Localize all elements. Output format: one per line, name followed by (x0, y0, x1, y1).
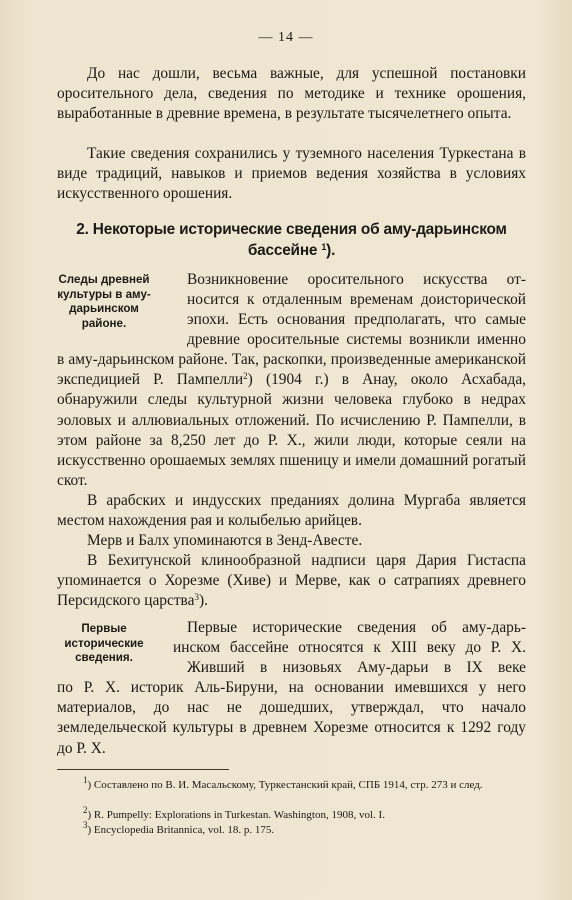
text-line: Первые исторические сведения об аму-дарь- (187, 619, 526, 636)
footnote-mark: 2 (83, 805, 88, 815)
footnote-2 (57, 805, 526, 823)
footnote-1 (57, 775, 526, 793)
text-line: эпохи. Есть основания предполагать, что самые (187, 311, 526, 328)
text-line: Возникновение оросительного искусства от- (187, 271, 526, 288)
footnote-text: ) Составлено по В. И. Масальскому, Туркестанский край, СПБ 1914, стр. 273 и след. (87, 779, 483, 791)
text-line: древние оросительные системы возникли именно (187, 331, 526, 348)
footnote-ref-1: 1 (321, 242, 327, 252)
intro-paragraph-2: Такие сведения сохранились у туземного населения Туркестана в виде традиций, навыков и приемов ведения хозяйства в условиях искусственного орошения. (57, 145, 526, 203)
intro-paragraph-1: До нас дошли, весьма важные, для успешной постановки оросительного дела, сведения по методике и технике орошения, выработанные в древние времена, в результате тысячелетнего опыта. (57, 65, 526, 123)
footnote-mark: 3 (83, 820, 88, 830)
footnote-text: ) Encyclopedia Britannica, vol. 18. p. 175. (87, 824, 275, 836)
paragraph-text: ). (198, 592, 208, 610)
margin-note-ancient-culture: Следы древней культуры в аму-дарьинском районе. (57, 273, 151, 330)
paragraph-text: ) (1904 г.) в Анау, около Асхабада, обнаружили следы культурной жизни человека глубоко в недрах эоловых и аллювиальных отложений. По исчислению Р. Пампелли, в этом районе за 8,250 лет до Р. Х., жили люди, которые сеяли на искусственно орошаемых землях пшеницу и имели домашний рогатый скот. (57, 371, 527, 490)
text-line: Живший в низовьях Аму-дарьи в IX веке (187, 659, 526, 676)
page-number: — 14 — (258, 30, 314, 45)
paragraph-murgab: В арабских и индусских преданиях долина Мургаба является местом нахождения рая и колыбелью арийцев. (57, 492, 526, 530)
footnote-divider (57, 769, 229, 770)
paragraph-excavations (57, 350, 526, 491)
text-line: инском бассейне относятся к XIII веку до Р. Х. (173, 639, 526, 656)
section-title: 2. Некоторые исторические сведения об аму-дарьинском бассейне (76, 221, 507, 259)
paragraph-text: в аму-дарьинском районе. Так, раскопки, произведенные американской экспедицией Р. Пампелли (57, 351, 526, 389)
paragraph-merv: Мерв и Балх упоминаются в Зенд-Авесте. (87, 532, 363, 549)
footnote-text: ) R. Pumpelly: Explorations in Turkestan. Washington, 1908, vol. I. (87, 809, 385, 821)
footnote-ref-3: 3 (194, 592, 199, 603)
paragraph-al-biruni: по Р. Х. историк Аль-Бируни, на основании имевшихся у него материалов, до нас не дошедших, утверждал, что начало земледельческой культуры в древнем Хорезме относится к 1292 году до Р. Х. (57, 679, 526, 757)
text-line: носится к отдаленным временам доисторической (187, 291, 526, 308)
section-title-end: ). (326, 242, 336, 259)
footnote-3 (57, 820, 526, 838)
footnote-ref-2: 2 (243, 371, 248, 382)
paragraph-behistun (57, 551, 526, 612)
section-heading (57, 219, 526, 261)
footnote-mark: 1 (83, 775, 88, 785)
paragraph-text: В Бехитунской клинообразной надписи царя Дария Гистаспа упоминается о Хорезме (Хиве) и Мерве, как о сатрапиях древнего Персидского царства (57, 552, 526, 610)
margin-note-first-records: Первые исторические сведения. (64, 622, 144, 664)
